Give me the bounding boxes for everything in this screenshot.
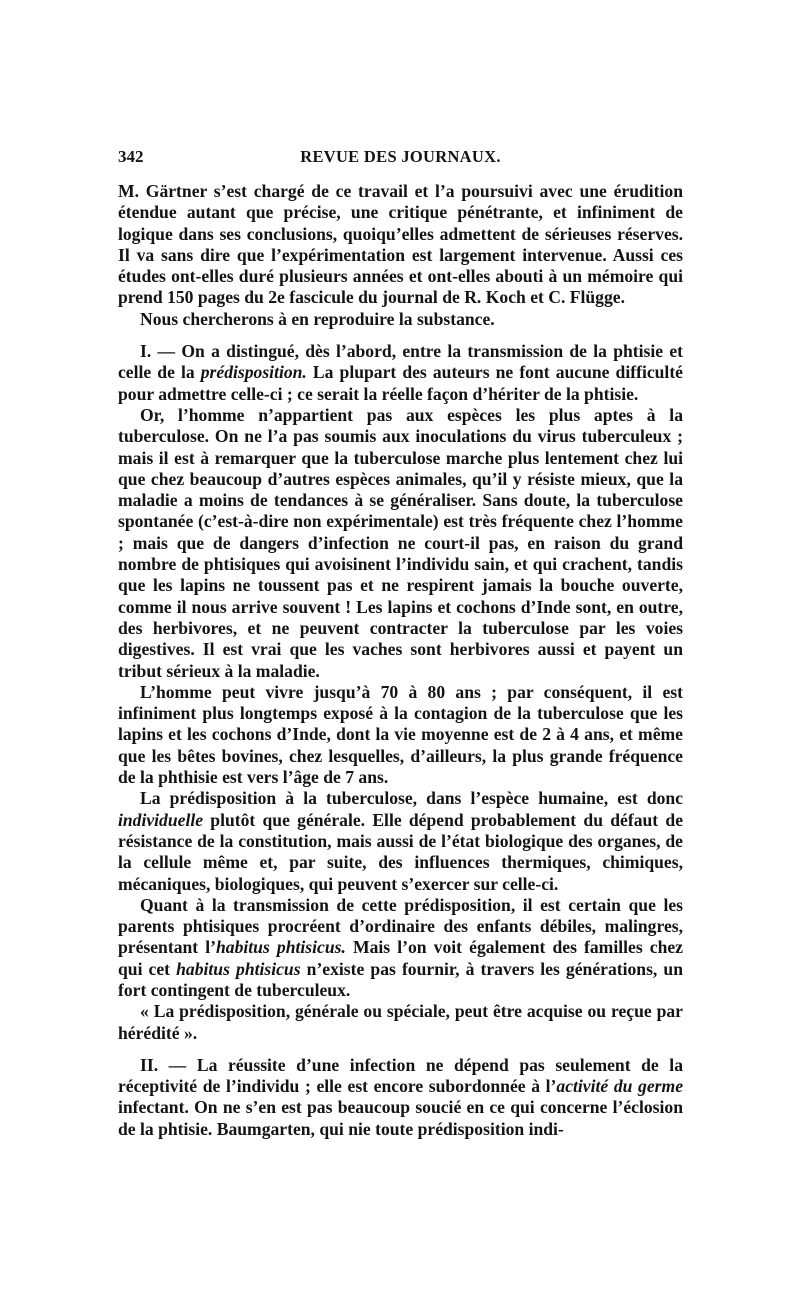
paragraph-9-section-ii xyxy=(118,1055,683,1140)
paragraph-2: Nous chercherons à en reproduire la substance. xyxy=(140,308,495,329)
paragraph-4: Or, l’homme n’appartient pas aux espèces les plus aptes à la tuberculose. On ne l’a pas soumis aux inoculations du virus tuberculeux ; mais il est à remarquer que la tuberculose marche plus lentement chez lui que chez beaucoup d’autres espèces animales, qu’il y résiste mieux, que la maladie a moins de tendances à se généraliser. Sans doute, la tuberculose spontanée (c’est-à-dire non expérimentale) est très fréquente chez l’homme ; mais que de dangers d’infection ne court-il pas, en raison du grand nombre de phtisiques qui avoisinent l’individu sain, et qui crachent, tandis que les lapins ne toussent pas et ne respirent jamais la bouche ouverte, comme il nous arrive souvent ! Les lapins et cochons d’Inde sont, en outre, des herbivores, et ne peuvent contracter la tuberculose par les voies digestives. Il est vrai que les vaches sont herbivores aussi et payent un tribut sérieux à la maladie. xyxy=(118,404,683,681)
paragraph-6-text-a: La prédisposition à la tuberculose, dans l’espèce humaine, est donc xyxy=(140,788,683,809)
paragraph-5: L’homme peut vivre jusqu’à 70 à 80 ans ; par conséquent, il est infiniment plus longtemps exposé à la contagion de la tuberculose que les lapins et les cochons d’Inde, dont la vie moyenne est de 2 à 4 ans, et même que les bêtes bovines, chez lesquelles, d’ailleurs, la plus grande fréquence de la phthisie est vers l’âge de 7 ans. xyxy=(118,681,683,788)
paragraph-6-text-b: plutôt que générale. Elle dépend probablement du défaut de résistance de la constitution, mais aussi de l’état biologique des organes, de la cellule même et, par suite, des influences thermiques, chimiques, mécaniques, biologiques, qui peuvent s’exercer sur celle-ci. xyxy=(118,809,683,894)
page-header xyxy=(118,147,683,171)
emphasis-predisposition: prédisposition. xyxy=(200,362,307,383)
paragraph-3-text-a: I. — On a distingué, dès l’abord, entre la transmission de la phtisie et celle de la xyxy=(118,341,683,383)
paragraph-7 xyxy=(118,895,683,1001)
paragraph-8-quote: « La prédisposition, générale ou spéciale, peut être acquise ou reçue par hérédité ». xyxy=(118,1001,683,1043)
emphasis-individuelle: individuelle xyxy=(118,809,204,830)
emphasis-habitus-2: habitus phtisicus xyxy=(176,958,301,979)
emphasis-habitus-1: habitus phtisicus. xyxy=(216,937,346,958)
paragraph-3-section-i xyxy=(118,341,683,405)
running-title: REVUE DES JOURNAUX. xyxy=(300,147,501,166)
paragraph-1: M. Gärtner s’est chargé de ce travail et l’a poursuivi avec une érudition étendue autant que précise, une critique pénétrante, et infiniment de logique dans ses conclusions, quoiqu’elles admettent de sérieuses réserves. Il va sans dire que l’expérimentation est largement intervenue. Aussi ces études ont-elles duré plusieurs années et ont-elles abouti à un mémoire qui prend 150 pages du 2e fascicule du journal de R. Koch et C. Flügge. xyxy=(118,181,683,308)
page-number: 342 xyxy=(118,147,144,166)
paragraph-7-text-b: Mais l’on voit également des familles chez qui cet xyxy=(118,937,683,979)
paragraph-9-text-b: infectant. On ne s’en est pas beaucoup soucié en ce qui concerne l’éclosion de la phtisie. Baumgarten, qui nie toute prédisposition indi- xyxy=(118,1097,683,1139)
paragraph-3-text-b: La plupart des auteurs ne font aucune difficulté pour admettre celle-ci ; ce serait la réelle façon d’hériter de la phtisie. xyxy=(118,362,683,404)
paragraph-7-text-a: Quant à la transmission de cette prédisposition, il est certain que les parents phtisiques procréent d’ordinaire des enfants débiles, malingres, présentant l’ xyxy=(118,894,683,958)
body-text xyxy=(118,181,683,1140)
emphasis-activite-du-germe: activité du germe xyxy=(556,1076,684,1097)
paragraph-7-text-c: n’existe pas fournir, à travers les générations, un fort contingent de tuberculeux. xyxy=(118,958,683,1000)
paragraph-9-text-a: II. — La réussite d’une infection ne dépend pas seulement de la réceptivité de l’individu ; elle est encore subordonnée à l’ xyxy=(118,1054,683,1097)
paragraph-6 xyxy=(118,788,683,894)
